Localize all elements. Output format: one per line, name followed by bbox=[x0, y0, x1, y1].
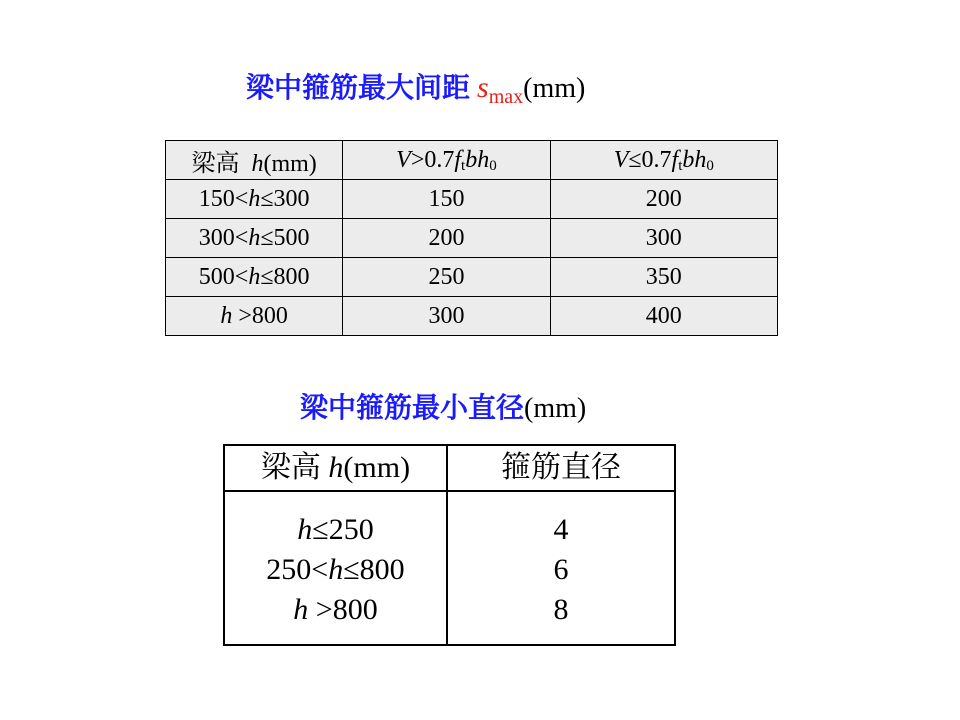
max-spacing-unit: (mm) bbox=[523, 73, 586, 104]
header-f-var: f bbox=[671, 146, 679, 173]
table-row bbox=[166, 180, 778, 219]
min-diameter-title bbox=[300, 390, 586, 427]
header-shear-greater bbox=[343, 141, 550, 180]
header-beam-height bbox=[166, 141, 343, 180]
header-h-unit: (mm) bbox=[343, 451, 411, 484]
diameter-column bbox=[448, 510, 674, 630]
max-spacing-title-text: 梁中箍筋最大间距 bbox=[246, 71, 471, 104]
header-beam-height bbox=[225, 446, 446, 490]
max-spacing-title bbox=[246, 70, 585, 109]
spacing-symbol: s bbox=[477, 71, 489, 104]
row-spacing-high-shear: 300 bbox=[343, 297, 550, 336]
row-spacing-low-shear: 200 bbox=[550, 180, 777, 219]
min-diameter-title-text: 梁中箍筋最小直径 bbox=[300, 391, 525, 424]
header-f-var: f bbox=[454, 146, 462, 173]
row-spacing-low-shear: 300 bbox=[550, 219, 777, 258]
list-item: 8 bbox=[553, 593, 569, 626]
list-item: 4 bbox=[553, 513, 569, 546]
list-item: 6 bbox=[553, 553, 569, 586]
min-diameter-unit: (mm) bbox=[524, 393, 587, 424]
list-item: 250<h≤800 bbox=[266, 553, 405, 586]
header-v-var: V bbox=[613, 146, 629, 173]
row-spacing-low-shear: 350 bbox=[550, 258, 777, 297]
header-h-unit: (mm) bbox=[263, 150, 317, 177]
row-spacing-high-shear: 150 bbox=[343, 180, 550, 219]
row-height-range: 500<h≤800 bbox=[166, 258, 343, 297]
header-f-sub: t bbox=[678, 157, 683, 174]
row-height-range: 300<h≤500 bbox=[166, 219, 343, 258]
table-row bbox=[166, 258, 778, 297]
header-beam-height-label: 梁高 bbox=[260, 451, 329, 484]
row-spacing-low-shear: 400 bbox=[550, 297, 777, 336]
list-item: h >800 bbox=[293, 593, 378, 626]
header-bh-var: bh bbox=[682, 146, 707, 173]
header-h0-sub: 0 bbox=[706, 157, 714, 174]
header-h-var: h bbox=[328, 451, 344, 484]
header-stirrup-diameter: 箍筋直径 bbox=[501, 451, 621, 484]
min-diameter-table bbox=[223, 444, 676, 646]
header-h0-sub: 0 bbox=[489, 157, 497, 174]
height-range-column bbox=[225, 510, 446, 630]
row-height-range: h >800 bbox=[166, 297, 343, 336]
header-bh-var: bh bbox=[465, 146, 490, 173]
table-header-row bbox=[166, 141, 778, 180]
spacing-symbol-subscript: max bbox=[488, 86, 524, 108]
list-item: h≤250 bbox=[297, 513, 374, 546]
row-spacing-high-shear: 250 bbox=[343, 258, 550, 297]
row-height-range: 150<h≤300 bbox=[166, 180, 343, 219]
header-v-var: V bbox=[396, 146, 411, 173]
header-op: >0.7 bbox=[410, 146, 455, 173]
header-shear-less-equal bbox=[550, 141, 777, 180]
header-h-var: h bbox=[251, 150, 264, 177]
row-spacing-high-shear: 200 bbox=[343, 219, 550, 258]
max-spacing-table bbox=[165, 140, 778, 336]
header-beam-height-label: 梁高 bbox=[191, 150, 240, 177]
table-row bbox=[166, 219, 778, 258]
header-f-sub: t bbox=[461, 157, 466, 174]
header-op: ≤0.7 bbox=[628, 146, 672, 173]
table-row bbox=[166, 297, 778, 336]
